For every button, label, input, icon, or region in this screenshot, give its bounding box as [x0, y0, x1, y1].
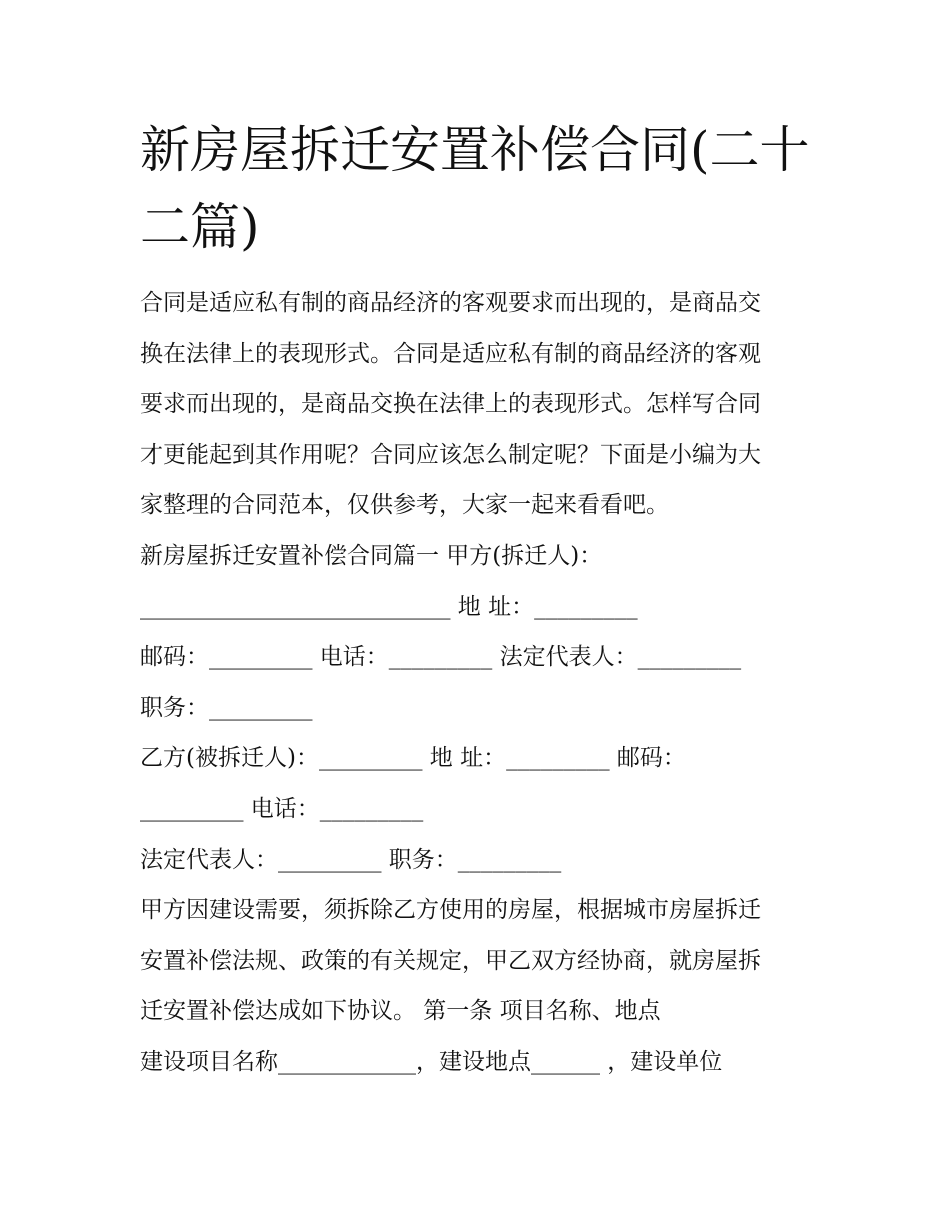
body-line: ___________________________ 地 址：_________ — [140, 593, 638, 620]
body-line: 换在法律上的表现形式。合同是适应私有制的商品经济的客观 — [140, 340, 761, 367]
body-line: 职务：_________ — [140, 694, 313, 721]
body-line: 合同是适应私有制的商品经济的客观要求而出现的，是商品交 — [140, 290, 761, 316]
body-line: 家整理的合同范本，仅供参考，大家一起来看看吧。 — [140, 492, 669, 519]
title-line: 新房屋拆迁安置补偿合同(二十 — [140, 121, 810, 179]
body-line: _________ 电话：_________ — [140, 795, 424, 822]
body-line: 法定代表人：_________ 职务：_________ — [140, 846, 562, 873]
body-line: 邮码：_________ 电话：_________ 法定代表人：_________ — [140, 644, 742, 671]
body-line: 建设项目名称____________，建设地点______ ，建设单位 — [140, 1048, 723, 1075]
body-line: 甲方因建设需要，须拆除乙方使用的房屋，根据城市房屋拆迁 — [140, 897, 761, 924]
document-body — [140, 278, 820, 1088]
body-line: 安置补偿法规、政策的有关规定，甲乙双方经协商，就房屋拆 — [140, 947, 761, 974]
body-line: 新房屋拆迁安置补偿合同篇一 甲方(拆迁人)： — [140, 542, 603, 569]
body-line: 才更能起到其作用呢？合同应该怎么制定呢？下面是小编为大 — [140, 441, 761, 468]
body-line: 乙方(被拆迁人)：_________ 地 址：_________ 邮码： — [140, 745, 686, 772]
document-title — [140, 112, 830, 266]
title-line: 二篇) — [140, 198, 260, 256]
body-line: 要求而出现的，是商品交换在法律上的表现形式。怎样写合同 — [140, 391, 761, 418]
body-line: 迁安置补偿达成如下协议。 第一条 项目名称、地点 — [140, 998, 661, 1025]
